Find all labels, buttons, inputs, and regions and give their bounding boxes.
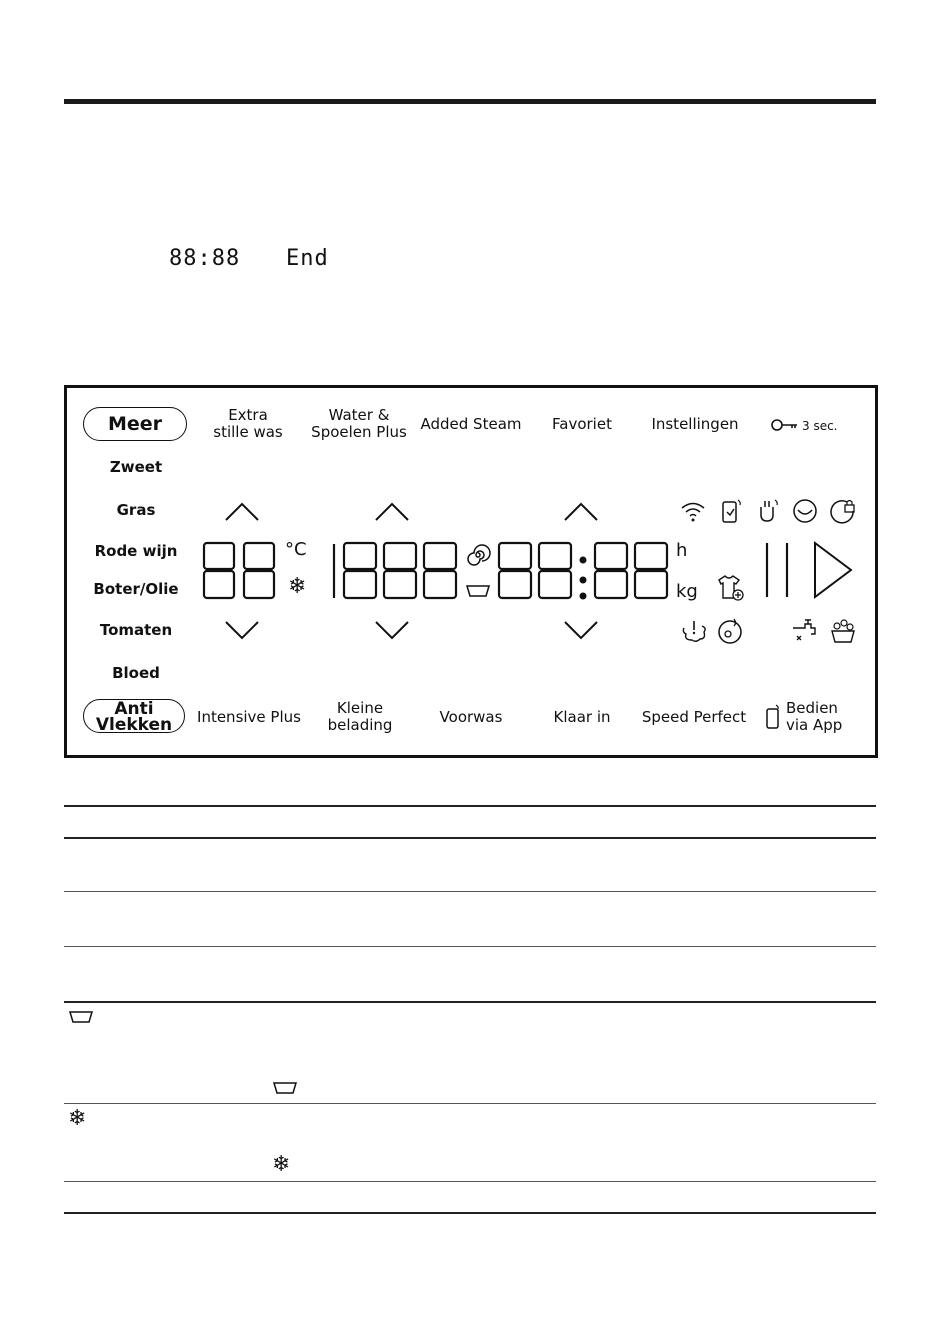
water-spoelen-plus-line1: Water &	[328, 406, 390, 424]
table-rule	[64, 1001, 876, 1003]
extra-stille-was-line2: stille was	[213, 423, 283, 441]
home-connect-plug-icon	[756, 497, 780, 525]
stain-boter-olie[interactable]: Boter/Olie	[93, 580, 179, 598]
added-steam-button[interactable]: Added Steam	[420, 415, 522, 433]
speed-perfect-button[interactable]: Speed Perfect	[641, 708, 747, 726]
table-rule	[64, 837, 876, 839]
stain-gras[interactable]: Gras	[116, 501, 156, 519]
temperature-down-chevron-icon[interactable]	[224, 620, 260, 642]
cold-snowflake-icon: ❄	[68, 1106, 87, 1131]
wifi-icon	[680, 499, 706, 523]
instellingen-button[interactable]: Instellingen	[651, 415, 739, 433]
time-up-chevron-icon[interactable]	[563, 500, 599, 522]
celsius-unit: °C	[285, 539, 307, 560]
pause-icon[interactable]	[762, 540, 792, 600]
time-digits	[495, 540, 670, 602]
anti-vlekken-line2: Vlekken	[95, 715, 173, 735]
lock-hint: 3 sec.	[802, 419, 838, 433]
bedien-via-app-button[interactable]	[786, 700, 842, 734]
prewash-basin-icon	[465, 584, 491, 598]
table-rule	[64, 1212, 876, 1214]
meer-button[interactable]	[83, 407, 187, 441]
cold-snowflake-icon: ❄	[288, 574, 307, 599]
anti-vlekken-line1: Anti	[114, 699, 154, 719]
stain-bloed[interactable]: Bloed	[112, 664, 160, 682]
cold-snowflake-icon: ❄	[272, 1152, 291, 1177]
extra-stille-was-button[interactable]	[198, 407, 298, 441]
drum-clean-icon	[792, 498, 818, 524]
kleine-belading-button[interactable]	[310, 700, 410, 734]
stain-tomaten[interactable]: Tomaten	[99, 621, 173, 639]
time-down-chevron-icon[interactable]	[563, 620, 599, 642]
table-rule	[64, 805, 876, 807]
prewash-basin-icon	[68, 1010, 94, 1024]
detergent-basin-icon	[829, 617, 857, 645]
load-tshirt-icon	[716, 574, 746, 602]
meer-label: Meer	[107, 413, 163, 435]
intensive-plus-button[interactable]: Intensive Plus	[197, 708, 301, 726]
table-rule	[64, 946, 876, 947]
bedien-via-app-line1: Bedien	[786, 699, 838, 717]
hours-unit: h	[676, 540, 688, 561]
favoriet-button[interactable]: Favoriet	[552, 415, 612, 433]
table-rule	[64, 891, 876, 892]
steam-warning-icon	[680, 618, 708, 644]
phone-app-icon	[765, 704, 781, 730]
table-rule	[64, 1181, 876, 1182]
prewash-basin-icon	[272, 1081, 298, 1095]
water-spoelen-plus-button[interactable]	[304, 407, 414, 441]
key-lock-icon	[771, 418, 799, 432]
spin-speed-digits	[328, 540, 468, 602]
temperature-up-chevron-icon[interactable]	[224, 500, 260, 522]
top-rule	[64, 99, 876, 104]
child-lock-icon	[829, 498, 857, 524]
spin-spiral-icon	[465, 542, 491, 568]
water-tap-icon	[791, 618, 819, 644]
spin-up-chevron-icon[interactable]	[374, 500, 410, 522]
clock-segment-display: 88:88	[169, 246, 241, 271]
spin-down-chevron-icon[interactable]	[374, 620, 410, 642]
temperature-digits	[200, 540, 280, 602]
stain-rode-wijn[interactable]: Rode wijn	[94, 542, 178, 560]
klaar-in-button[interactable]: Klaar in	[553, 708, 611, 726]
control-panel	[64, 385, 878, 758]
end-segment-display: End	[286, 246, 329, 271]
kleine-belading-line1: Kleine	[336, 699, 384, 717]
start-play-icon[interactable]	[812, 540, 854, 600]
water-spoelen-plus-line2: Spoelen Plus	[311, 423, 407, 441]
kleine-belading-line2: belading	[327, 716, 393, 734]
stain-zweet[interactable]: Zweet	[109, 458, 163, 476]
bedien-via-app-line2: via App	[786, 716, 843, 734]
extra-stille-was-line1: Extra	[228, 406, 268, 424]
table-rule	[64, 1103, 876, 1104]
kg-unit: kg	[676, 581, 698, 602]
voorwas-button[interactable]: Voorwas	[439, 708, 503, 726]
anti-vlekken-button[interactable]	[83, 699, 185, 733]
drum-steam-icon	[716, 617, 744, 645]
remote-start-icon	[720, 497, 744, 525]
